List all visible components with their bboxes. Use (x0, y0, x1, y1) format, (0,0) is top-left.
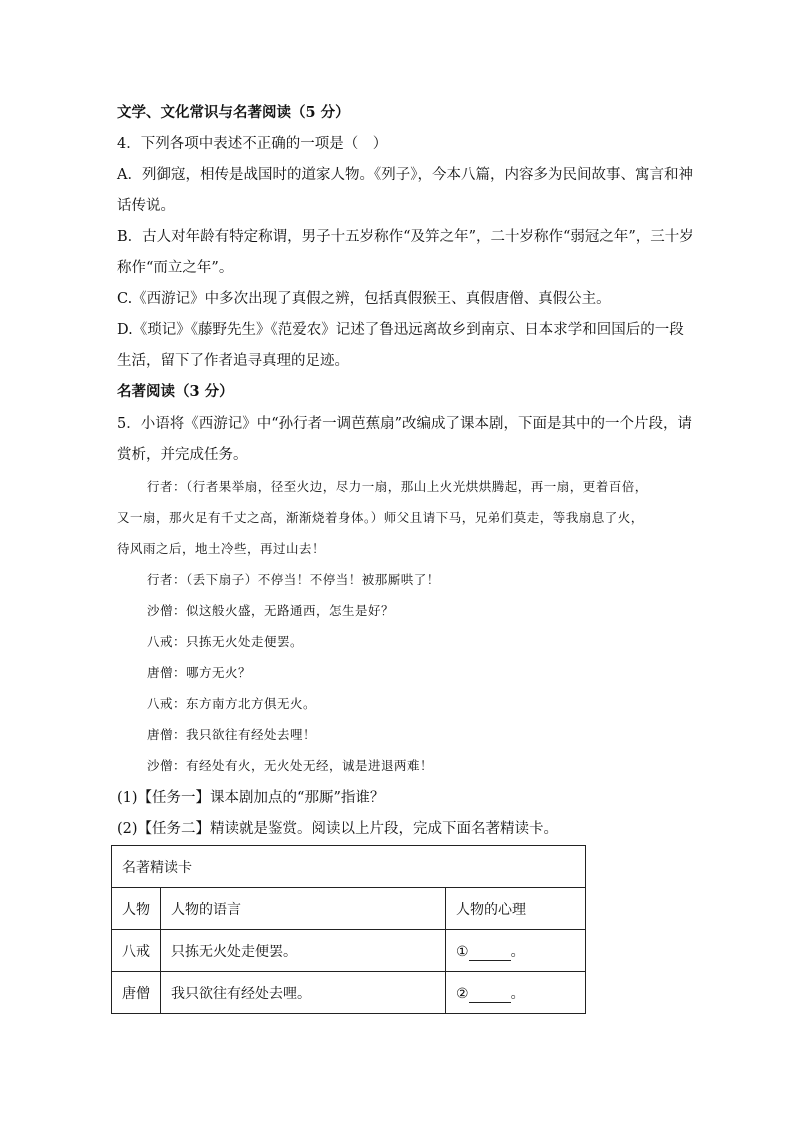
row-mind-blank[interactable] (446, 972, 586, 1014)
option-a-line-1: A．列御寇，相传是战国时的道家人物。《列子》，今本八篇，内容多为民间故事、寓言和神 (117, 167, 693, 183)
option-d-line-2: 生活，留下了作者追寻真理的足迹。 (117, 353, 349, 369)
question-4-stem: 4．下列各项中表述不正确的一项是（ ） (117, 136, 388, 152)
option-a-line-2: 话传说。 (117, 198, 175, 214)
reading-card-table (111, 845, 586, 1014)
script-line: 又一扇，那火足有千丈之高，渐渐烧着身体。）师父且请下马，兄弟们莫走，等我扇息了火， (117, 510, 644, 525)
section-heading-classics: 名著阅读（3 分） (117, 383, 234, 400)
option-b-line-1: B．古人对年龄有特定称谓，男子十五岁称作“及笄之年”，二十岁称作“弱冠之年”，三十岁 (117, 229, 694, 245)
option-d-line-1: D.《琐记》《藤野先生》《范爱农》记述了鲁迅远离故乡到南京、日本求学和回国后的一段 (117, 322, 684, 338)
script-line: 唐僧：哪方无火？ (147, 665, 252, 680)
answer-blank[interactable] (469, 946, 511, 961)
answer-blank[interactable] (469, 988, 511, 1003)
table-row (112, 972, 586, 1014)
script-line: 待风雨之后，地土冷些，再过山去！ (117, 541, 326, 556)
script-line: 沙僧：似这般火盛，无路通西，怎生是好？ (147, 603, 395, 618)
row-speech: 只拣无火处走便罢。 (161, 930, 446, 972)
option-b-line-2: 称作“而立之年”。 (117, 260, 234, 276)
header-mind: 人物的心理 (446, 888, 586, 930)
script-line: 沙僧：有经处有火，无火处无经，诚是进退两难！ (147, 758, 434, 773)
blank-marker: ② (456, 985, 469, 1002)
script-line: 八戒：只拣无火处走便罢。 (147, 634, 304, 649)
row-person: 八戒 (112, 930, 161, 972)
script-line: 行者：（行者果举扇，径至火边，尽力一扇，那山上火光烘烘腾起，再一扇，更着百倍， (147, 479, 648, 494)
option-c: C.《西游记》中多次出现了真假之辨，包括真假猴王、真假唐僧、真假公主。 (117, 291, 611, 307)
task-1: (1)【任务一】课本剧加点的“那厮”指谁？ (117, 790, 385, 806)
task-2: (2)【任务二】精读就是鉴赏。阅读以上片段，完成下面名著精读卡。 (117, 821, 559, 837)
header-person: 人物 (112, 888, 161, 930)
question-5-line-1: 5．小语将《西游记》中“孙行者一调芭蕉扇”改编成了课本剧，下面是其中的一个片段，请 (117, 416, 693, 432)
script-line: 行者：（丢下扇子）不停当！不停当！被那厮哄了！ (147, 572, 440, 587)
card-title: 名著精读卡 (112, 846, 586, 888)
table-row (112, 930, 586, 972)
row-speech: 我只欲往有经处去哩。 (161, 972, 446, 1014)
section-heading-literature: 文学、文化常识与名著阅读（5 分） (117, 104, 350, 121)
blank-end: 。 (510, 985, 525, 1002)
script-line: 八戒：东方南方北方俱无火。 (147, 696, 317, 711)
blank-end: 。 (510, 943, 525, 960)
row-person: 唐僧 (112, 972, 161, 1014)
script-line: 唐僧：我只欲往有经处去哩！ (147, 727, 317, 742)
header-speech: 人物的语言 (161, 888, 446, 930)
question-5-line-2: 赏析，并完成任务。 (117, 447, 248, 463)
row-mind-blank[interactable] (446, 930, 586, 972)
blank-marker: ① (456, 943, 469, 960)
